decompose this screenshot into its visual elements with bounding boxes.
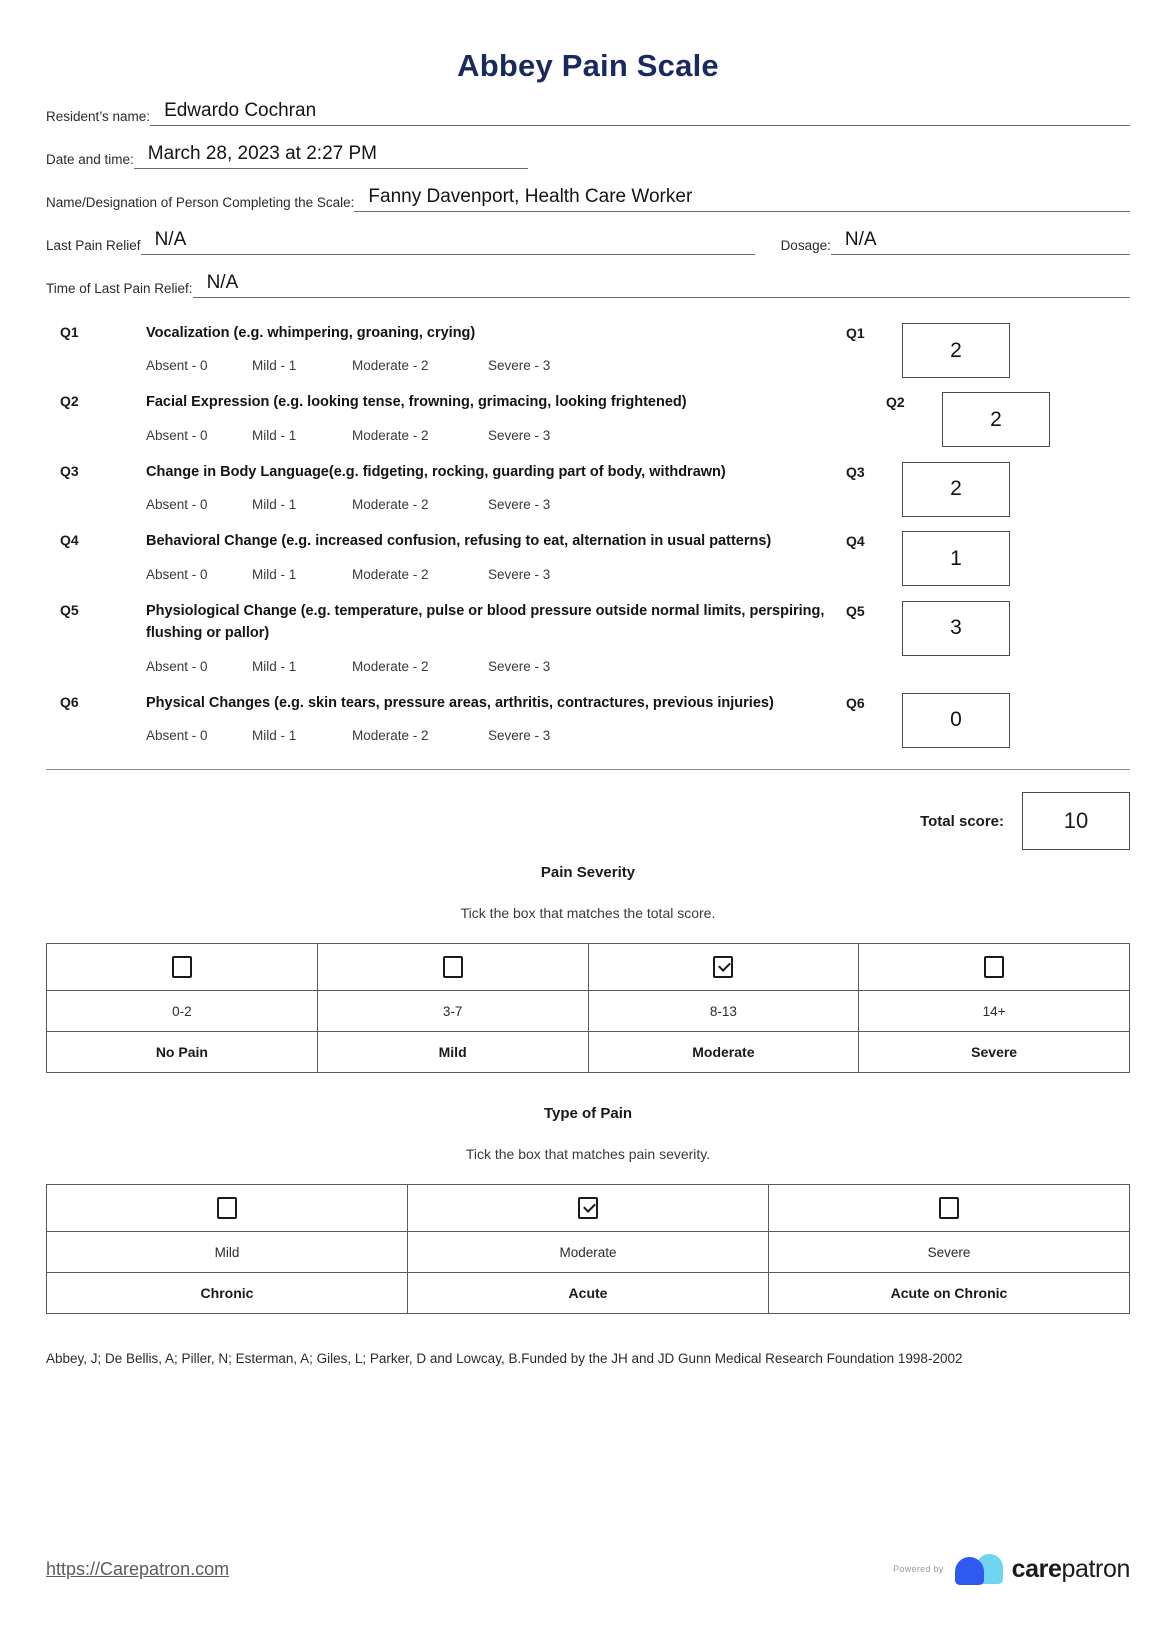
pain-severity-range: 3-7 [317,991,588,1032]
question-row [46,322,1130,385]
option-moderate: Moderate - 2 [352,497,429,513]
pain-severity-table [46,943,1130,1073]
option-mild: Mild - 1 [252,728,297,744]
carepatron-wordmark [1012,1555,1130,1584]
pain-severity-name: Severe [859,1032,1130,1073]
completed-by-label: Name/Designation of Person Completing the Scale: [46,195,355,210]
question-id-left: Q1 [60,324,79,340]
completed-by-value[interactable]: Fanny Davenport, Health Care Worker [354,186,1130,212]
resident-name-value[interactable]: Edwardo Cochran [150,100,1130,126]
question-options [146,728,846,743]
question-id-right: Q5 [846,602,865,619]
type-of-pain-type: Acute [408,1273,769,1314]
pain-severity-instruction: Tick the box that matches the total score. [460,905,716,922]
question-text: Facial Expression (e.g. looking tense, frowning, grimacing, looking frightened) [146,394,687,411]
type-of-pain-cell-severe[interactable] [769,1185,1130,1232]
type-of-pain-type-row [47,1273,1130,1314]
question-id-left: Q5 [60,601,79,618]
question-id-right: Q3 [846,463,865,480]
question-text: Vocalization (e.g. whimpering, groaning, crying) [146,325,476,341]
question-text: Behavioral Change (e.g. increased confusion, refusing to eat, alternation in usual patterns) [146,533,772,550]
question-options [146,567,846,582]
date-time-value[interactable]: March 28, 2023 at 2:27 PM [134,143,528,169]
pain-severity-name: Mild [317,1032,588,1073]
option-absent: Absent - 0 [146,497,208,513]
question-score-box[interactable]: 0 [902,693,1010,748]
citation-text: Abbey, J; De Bellis, A; Piller, N; Esterman, A; Giles, L; Parker, D and Lowcay, B.Funded by the JH and JD Gunn Medical Research Foundation 1998-2002 [46,1351,963,1367]
option-mild: Mild - 1 [252,427,297,443]
question-score-box[interactable]: 2 [902,323,1010,378]
question-options [146,497,846,512]
resident-name-label: Resident’s name: [46,109,151,124]
pain-severity-name: Moderate [588,1032,859,1073]
brand-light-part: patron [1061,1554,1130,1583]
type-of-pain-type: Chronic [47,1273,408,1314]
pain-severity-range-row [47,991,1130,1032]
checkbox-icon[interactable] [984,956,1004,978]
checkbox-icon[interactable] [939,1197,959,1219]
question-id-right: Q6 [846,694,865,711]
pain-severity-name: No Pain [47,1032,318,1073]
dosage-value[interactable]: N/A [831,229,1130,255]
question-text: Change in Body Language(e.g. fidgeting, rocking, guarding part of body, withdrawn) [146,463,726,480]
footer [46,1552,1130,1586]
option-severe: Severe - 3 [488,497,551,513]
type-of-pain-cell-moderate[interactable] [408,1185,769,1232]
option-mild: Mild - 1 [252,358,297,374]
pain-severity-cell-moderate[interactable] [588,944,859,991]
option-absent: Absent - 0 [146,427,208,443]
question-options [146,428,886,443]
type-of-pain-severity-row [47,1232,1130,1273]
question-row [46,692,1130,755]
question-text: Physical Changes (e.g. skin tears, pressure areas, arthritis, contractures, previous injuries) [146,694,774,711]
meta-row-completed-by [46,186,1130,212]
brand-bold-part: care [1011,1554,1062,1583]
question-options [146,358,846,373]
question-row [46,391,1130,454]
meta-row-last-pain-relief [46,229,1130,255]
option-absent: Absent - 0 [146,658,208,674]
question-score-box[interactable]: 1 [902,531,1010,586]
question-text: Physiological Change (e.g. temperature, pulse or blood pressure outside normal limits, perspiring, flushing or pallor) [146,602,825,642]
last-pain-relief-label: Last Pain Relief [46,238,141,253]
question-score-box[interactable]: 3 [902,601,1010,656]
question-id-left: Q3 [60,462,79,479]
question-id-left: Q2 [60,393,79,410]
type-of-pain-severity: Mild [47,1232,408,1273]
option-severe: Severe - 3 [488,427,551,443]
total-score-box[interactable]: 10 [1022,792,1130,850]
last-pain-relief-value[interactable]: N/A [141,229,755,255]
option-moderate: Moderate - 2 [352,358,429,374]
page-title: Abbey Pain Scale [457,48,719,83]
question-options [146,659,846,674]
pain-severity-cell-mild[interactable] [317,944,588,991]
powered-by-label: Powered by [893,1564,944,1574]
date-time-label: Date and time: [46,152,134,167]
total-score-label: Total score: [920,812,1004,830]
option-mild: Mild - 1 [252,566,297,582]
option-mild: Mild - 1 [252,497,297,513]
checkbox-icon[interactable] [443,956,463,978]
pain-severity-range: 8-13 [588,991,859,1032]
option-moderate: Moderate - 2 [352,658,429,674]
type-of-pain-type: Acute on Chronic [769,1273,1130,1314]
time-last-pain-relief-value[interactable]: N/A [193,272,1130,298]
pain-severity-heading: Pain Severity [540,864,636,882]
type-of-pain-table [46,1184,1130,1314]
option-moderate: Moderate - 2 [352,566,429,582]
carepatron-logo-icon [953,1552,1005,1586]
pain-severity-name-row [47,1032,1130,1073]
pain-severity-cell-severe[interactable] [859,944,1130,991]
carepatron-url-link[interactable]: https://Carepatron.com [46,1558,230,1579]
type-of-pain-checkbox-row [47,1185,1130,1232]
question-id-right: Q2 [886,394,905,411]
carepatron-branding [893,1552,1130,1586]
type-of-pain-severity: Severe [769,1232,1130,1273]
dosage-label: Dosage: [780,238,831,253]
option-severe: Severe - 3 [488,358,551,374]
option-absent: Absent - 0 [146,566,208,582]
option-absent: Absent - 0 [146,358,208,374]
section-divider [46,769,1130,770]
option-mild: Mild - 1 [252,658,297,674]
questions-section [46,322,1130,755]
option-severe: Severe - 3 [488,658,551,674]
pain-severity-range: 14+ [859,991,1130,1032]
checkbox-icon[interactable] [217,1197,237,1219]
pain-severity-cell-no-pain[interactable] [47,944,318,991]
total-score-row [46,792,1130,850]
pain-severity-checkbox-row [47,944,1130,991]
type-of-pain-heading: Type of Pain [543,1105,633,1123]
pain-severity-range: 0-2 [47,991,318,1032]
time-last-pain-relief-label: Time of Last Pain Relief: [46,281,193,296]
checkbox-checked-icon[interactable] [713,956,733,978]
option-severe: Severe - 3 [488,566,551,582]
question-row [46,530,1130,593]
question-row [46,600,1130,686]
question-id-left: Q4 [60,532,79,549]
type-of-pain-cell-mild[interactable] [47,1185,408,1232]
meta-row-time-last-pain-relief [46,272,1130,298]
question-id-left: Q6 [60,693,79,710]
type-of-pain-severity: Moderate [408,1232,769,1273]
question-row [46,461,1130,524]
option-severe: Severe - 3 [488,728,551,744]
question-id-right: Q1 [846,325,865,341]
meta-row-date-time [46,143,1130,169]
option-absent: Absent - 0 [146,728,208,744]
type-of-pain-instruction: Tick the box that matches pain severity. [465,1146,711,1163]
patient-meta-section [46,100,1130,298]
option-moderate: Moderate - 2 [352,728,429,744]
option-moderate: Moderate - 2 [352,427,429,443]
question-score-box[interactable]: 2 [942,392,1050,447]
checkbox-checked-icon[interactable] [578,1197,598,1219]
checkbox-icon[interactable] [172,956,192,978]
question-score-box[interactable]: 2 [902,462,1010,517]
question-id-right: Q4 [846,533,865,550]
meta-row-resident-name [46,100,1130,126]
